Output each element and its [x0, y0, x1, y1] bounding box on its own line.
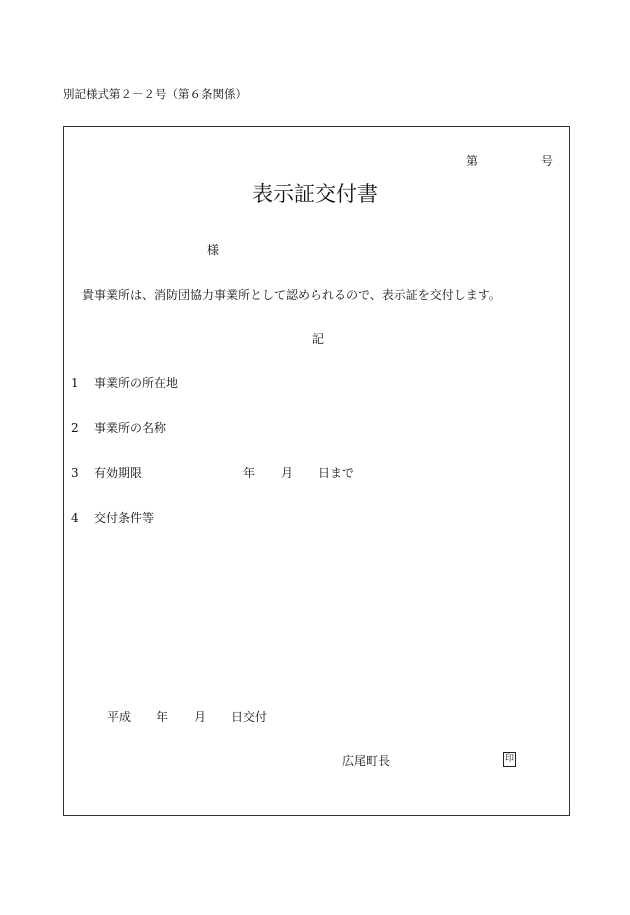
validity-year-label: 年 [243, 466, 256, 480]
document-title: 表示証交付書 [252, 182, 378, 206]
item-label-address: 事業所の所在地 [94, 376, 179, 390]
issuer-title: 広尾町長 [342, 754, 391, 768]
ki-heading: 記 [312, 332, 325, 346]
item-label-name: 事業所の名称 [94, 421, 167, 435]
item-number: 1 [71, 376, 79, 390]
form-label: 別記様式第２－２号（第６条関係） [63, 87, 247, 101]
issue-date-month-label: 月 [194, 710, 207, 724]
body-text: 貴事業所は、消防団協力事業所として認められるので、表示証を交付します。 [82, 288, 501, 302]
issue-date-year-label: 年 [156, 710, 169, 724]
seal-char: 印 [504, 754, 514, 764]
validity-day-label: 日まで [318, 466, 355, 480]
validity-month-label: 月 [281, 466, 294, 480]
issue-date-day-label: 日交付 [231, 710, 268, 724]
issue-date-era: 平成 [107, 710, 132, 724]
seal-icon [503, 752, 516, 767]
item-number: 3 [71, 466, 79, 480]
document-number-suffix: 号 [541, 154, 554, 168]
addressee-honorific: 様 [207, 243, 220, 257]
document-number-prefix: 第 [466, 154, 479, 168]
item-number: 2 [71, 421, 79, 435]
item-number: 4 [71, 511, 79, 525]
item-label-validity: 有効期限 [94, 466, 143, 480]
item-label-conditions: 交付条件等 [94, 511, 155, 525]
